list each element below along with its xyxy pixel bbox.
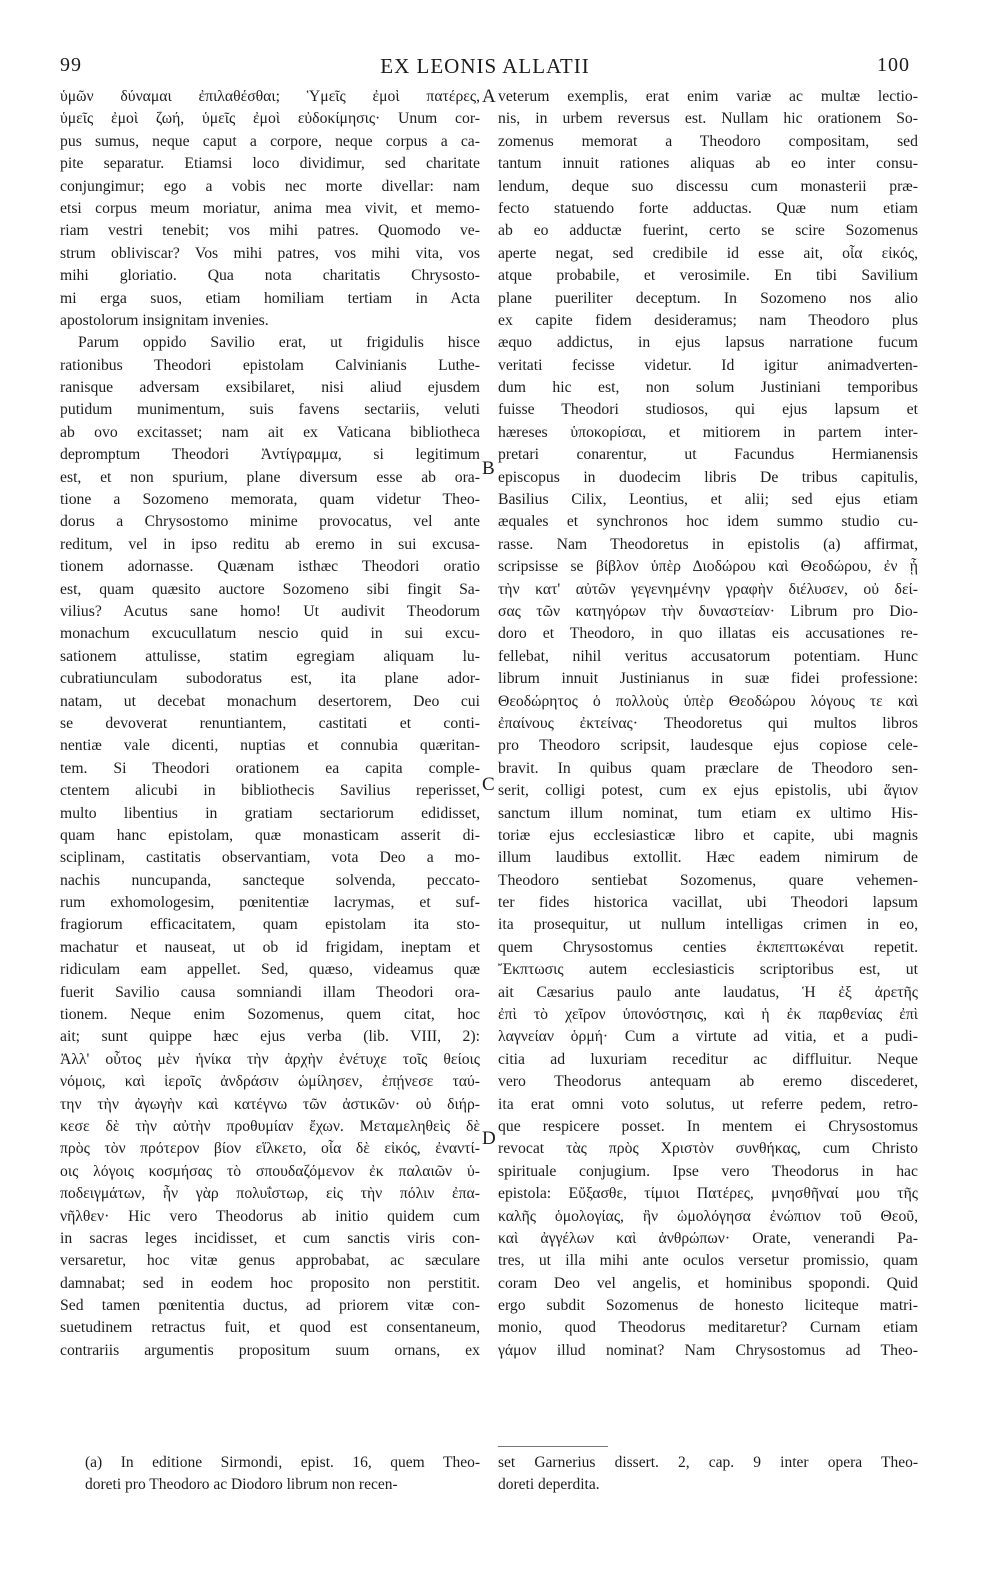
text-line: spirituale conjugium. Ipse vero Theodorus in hac — [498, 1162, 918, 1180]
text-line: mi erga suos, etiam homiliam tertiam in Acta — [60, 289, 480, 307]
text-line: etsi corpus meum moriatur, anima mea vivit, et memo- — [60, 199, 480, 217]
text-line: versaretur, hoc vitæ genus approbabat, ac sæculare — [60, 1252, 480, 1270]
text-line: πρὸς τὸν πρότερον βίον εἵλκετο, οἷα δὲ εἰκός, ἐναντί- — [60, 1140, 480, 1158]
text-line: damnabat; sed in eodem hoc proposito non perstitit. — [60, 1274, 480, 1292]
text-line: γάμον illud nominat? Nam Chrysostomus ad Theo- — [498, 1341, 918, 1359]
text-line: tres, ut illa mihi ante oculos versetur promissio, quam — [498, 1252, 918, 1270]
text-line: ab ovo excitasset; nam ait ex Vaticana bibliotheca — [60, 423, 480, 441]
text-line: reditum, vel in ipso reditu ab eremo in sui excusa- — [60, 535, 480, 553]
text-line: pus sumus, neque caput a corpore, neque corpus a ca- — [60, 132, 480, 150]
text-line: νόμοις, καὶ ἱεροῖς ἀνδράσιν ὡμίλησεν, ἐπῄνεσε ταύ- — [60, 1073, 480, 1091]
text-line: ita prosequitur, ut nullum intelligas crimen in eo, — [498, 916, 918, 934]
text-line: vero Theodorus antequam ab eremo discederet, — [498, 1073, 918, 1091]
text-line: vilius? Acutus sane homo! Ut audivit Theodorum — [60, 602, 480, 620]
text-line: ait Cæsarius paulo ante laudatus, Ἡ ἐξ ἀρετῆς — [498, 983, 918, 1001]
text-line: nachis nuncupanda, sancteque solvenda, peccato- — [60, 871, 480, 889]
text-line: ranisque adversam exsibilaret, nisi aliud ejusdem — [60, 379, 480, 397]
text-line: cubratiunculam subodoratus est, ita plane ador- — [60, 670, 480, 688]
text-line: multo libentius in gratiam sectariorum edidisset, — [60, 804, 480, 822]
text-line: monachum excucullatum nescio quid in sui excu- — [60, 625, 480, 643]
text-line: veterum exemplis, erat enim variæ ac multæ lectio- — [498, 88, 918, 105]
text-line: quam hanc epistolam, quæ monasticam asserit di- — [60, 826, 480, 844]
text-line: την τὴν ἀγωγὴν καὶ κατέγνω τῶν ἀστικῶν· οὐ διήρ- — [60, 1095, 480, 1113]
text-line: ex capite fidem desideramus; nam Theodoro plus — [498, 311, 918, 329]
text-line: ὑμῶν δύναμαι ἐπιλαθέσθαι; Ὑμεῖς ἐμοὶ πατέρες, — [60, 88, 480, 105]
page-number-left: 99 — [60, 54, 82, 76]
text-line: revocat τὰς πρὸς Χριστὸν συνθήκας, cum Christo — [498, 1140, 918, 1158]
page-number-right: 100 — [877, 54, 910, 76]
text-line: monio, quod Theodorus meditaretur? Curnam etiam — [498, 1319, 918, 1337]
text-line: zomenus memorat a Theodoro compositam, sed — [498, 132, 918, 150]
text-line: sationem attulisse, statim egregiam aliquam lu- — [60, 647, 480, 665]
text-line: Theodoro sentiebat Sozomenus, quare vehemen- — [498, 871, 918, 889]
text-line: ter fides historica vacillat, ubi Theodori lapsum — [498, 894, 918, 912]
text-line: Parum oppido Savilio erat, ut frigidulis hisce — [78, 334, 480, 352]
text-line: contrariis argumentis propositum suum ornans, ex — [60, 1341, 480, 1359]
running-title: EX LEONIS ALLATII — [380, 54, 590, 78]
text-line: Θεοδώρητος ὁ πολλοὺς ὑπὲρ Θεοδώρου λόγους τε καὶ — [498, 692, 918, 710]
text-line: pite separatur. Etiamsi loco dividimur, sed charitate — [60, 155, 480, 173]
text-line: se devoverat renuntiantem, castitati et conti- — [60, 714, 480, 732]
text-line: Ἔκπτωσις autem ecclesiasticis scriptoribus est, ut — [498, 961, 918, 979]
text-line: quem Chrysostomus centies ἐκπεπτωκέναι repetit. — [498, 938, 918, 956]
footnote-line: (a) In editione Sirmondi, epist. 16, quem Theo- — [85, 1454, 480, 1471]
text-line: depromptum Theodori Ἀντίγραμμα, si legitimum — [60, 446, 480, 464]
text-line: fuisse Theodori studiosos, qui ejus lapsum et — [498, 401, 918, 419]
margin-letter-c: C — [482, 774, 495, 795]
text-line: ridiculam eam appellet. Sed, quæso, videamus quæ — [60, 961, 480, 979]
text-line: veritati fecisse videtur. Id igitur animadverten- — [498, 356, 918, 374]
text-line: rationibus Theodori epistolam Calvinianis Luthe- — [60, 356, 480, 374]
text-line: tione a Sozomeno memorata, quam videtur Theo- — [60, 491, 480, 509]
text-line: Ἀλλ' οὗτος μὲν ἡνίκα τὴν ἀρχὴν ἐνέτυχε τοῖς θείοις — [60, 1050, 480, 1068]
text-line: Basilius Cilix, Leontius, et alii; sed ejus etiam — [498, 491, 918, 509]
text-line: tionem. Neque enim Sozomenus, quem citat, hoc — [60, 1006, 480, 1024]
text-line: aperte negat, sed credibile id esse ait, οἷα εἰκός, — [498, 244, 918, 262]
text-line: pretari conarentur, ut Facundus Hermianensis — [498, 446, 918, 464]
text-line: suetudinem retractus fuit, et quod est consentaneum, — [60, 1319, 480, 1337]
text-line: epistola: Εὔξασθε, τίμιοι Πατέρες, μνησθῆναί μου τῆς — [498, 1185, 918, 1203]
text-line: rum exhomologesim, pœnitentiæ lacrymas, et suf- — [60, 894, 480, 912]
text-line: putidum munimentum, suis favens sectariis, veluti — [60, 401, 480, 419]
text-line: citia ad luxuriam receditur ac diffluitur. Neque — [498, 1050, 918, 1068]
text-line: tionem adornasse. Quænam isthæc Theodori oratio — [60, 558, 480, 576]
text-line: machatur et nauseat, ut ob id frigidam, ineptam et — [60, 938, 480, 956]
footnote-right — [498, 1452, 918, 1497]
text-line: ergo subdit Sozomenus de honesto liciteque matri- — [498, 1297, 918, 1315]
text-line: λαγνείαν ὁρμή· Cum a virtute ad vitia, et a pudi- — [498, 1028, 918, 1046]
text-line: tantum innuit rationes aliquas ab eo inter consu- — [498, 155, 918, 173]
text-line: ait; sunt quippe hæc ejus verba (lib. VIII, 2): — [60, 1028, 480, 1046]
text-line: conjungimur; ego a vobis nec morte divellar: nam — [60, 177, 480, 195]
text-line: serit, colligi potest, cum ex ejus epistolis, ubi ἅγιον — [498, 782, 918, 800]
footnote-line: doreti deperdita. — [498, 1476, 600, 1494]
footnote-left — [85, 1452, 480, 1497]
text-line: σας τῶν κατηγόρων τὴν δυναστείαν· Librum pro Dio- — [498, 602, 918, 620]
text-line: nentiæ vale dicenti, nuptias et connubia quæritan- — [60, 737, 480, 755]
margin-letter-a: A — [482, 86, 496, 107]
text-line: fragiorum efficacitatem, quam epistolam ita sto- — [60, 916, 480, 934]
text-line: fuerit Savilio causa somniandi illam Theodori ora- — [60, 983, 480, 1001]
text-line: æquales et synchronos hoc idem summo studio cu- — [498, 513, 918, 531]
text-line: est, et non spurium, plane diversum esse ab ora- — [60, 468, 480, 486]
text-line: οις λόγοις κοσμήσας τὸ σπουδαζόμενον ἐκ παλαιῶν ὑ- — [60, 1162, 480, 1180]
text-line: ita erat omni voto solutus, ut referre pedem, retro- — [498, 1095, 918, 1113]
text-line: librum innuit Justinianus in suæ fidei professione: — [498, 670, 918, 688]
text-line: doro et Theodoro, in quo illatas eis accusationes re- — [498, 625, 918, 643]
text-line: nis, in urbem reversus est. Nullam hic orationem So- — [498, 110, 918, 128]
text-line: hæreses ὑποκορίσαι, et mitiorem in partem inter- — [498, 423, 918, 441]
text-line: scripsisse se βίβλον ὑπὲρ Διοδώρου καὶ Θεοδώρου, ἐν ᾗ — [498, 558, 918, 576]
text-line: ὑμεῖς ἐμοὶ ζωή, ὑμεῖς ἐμοὶ εὐδοκίμησις· Unum cor- — [60, 110, 480, 128]
text-line: τὴν κατ' αὐτῶν γεγενημένην γραφὴν διέλυσεν, οὐ δεί- — [498, 580, 918, 598]
text-line: fecto statuendo forte adductas. Quæ num etiam — [498, 199, 918, 217]
text-line: Sed tamen pœnitentia ductus, ad priorem vitæ con- — [60, 1297, 480, 1315]
text-line: ἐπὶ τὸ χεῖρον ὑπονόστησις, καὶ ἡ ἐκ παρθενίας ἐπὶ — [498, 1006, 918, 1024]
text-line: καλῆς ὁμολογίας, ἣν ὡμολόγησα ἐνώπιον τοῦ Θεοῦ, — [498, 1207, 918, 1225]
text-line: ἐπαίνους ἐκτείνας· Theodoretus qui multos libros — [498, 714, 918, 732]
running-header — [60, 50, 910, 84]
margin-letter-b: B — [482, 458, 495, 479]
text-line: strum obliviscar? Vos mihi patres, vos mihi vita, vos — [60, 244, 480, 262]
footnote-line: set Garnerius dissert. 2, cap. 9 inter opera Theo- — [498, 1454, 918, 1471]
text-line: καὶ ἀγγέλων καὶ ἀνθρώπων· Orate, venerandi Pa- — [498, 1229, 918, 1247]
text-line: νῆλθεν· Hic vero Theodorus ab initio quidem cum — [60, 1207, 480, 1225]
text-line: mihi gloriatio. Qua nota charitatis Chrysosto- — [60, 267, 480, 285]
footnote-line: doreti pro Theodoro ac Diodoro librum non recen- — [85, 1476, 398, 1494]
text-line: tem. Si Theodori orationem ea capita comple- — [60, 759, 480, 777]
footnote-divider — [498, 1446, 608, 1447]
text-line: dum hic est, non solum Justiniani temporibus — [498, 379, 918, 397]
right-column — [498, 86, 918, 1362]
text-line: coram Deo vel angelis, et hominibus spopondi. Quid — [498, 1274, 918, 1292]
text-line: lendum, deque suo discessu cum monasterii præ- — [498, 177, 918, 195]
text-line: ctentem alicubi in bibliothecis Savilius reperisset, — [60, 782, 480, 800]
text-line: rasse. Nam Theodoretus in epistolis (a) affirmat, — [498, 535, 918, 553]
text-line: plane pueriliter deceptum. In Sozomeno nos alio — [498, 289, 918, 307]
text-line: sanctum illum nominat, tum etiam ex ultimo His- — [498, 804, 918, 822]
text-line: pro Theodoro scripsit, laudesque ejus copiose cele- — [498, 737, 918, 755]
text-line: fellebat, nihil veritus accusatorum potentiam. Hunc — [498, 647, 918, 665]
left-column — [60, 86, 480, 1362]
text-line: riam vestri tenebit; vos mihi patres. Quomodo ve- — [60, 222, 480, 240]
text-line: apostolorum insignitam invenies. — [60, 311, 269, 329]
text-line: que respicere posset. In mentem ei Chrysostomus — [498, 1117, 918, 1135]
text-line: illum laudibus extollit. Hæc eadem nimirum de — [498, 849, 918, 867]
text-line: natam, ut decebat monachum desertorem, Deo cui — [60, 692, 480, 710]
text-line: in sacras leges incidisset, et cum sanctis viris con- — [60, 1229, 480, 1247]
text-line: ab eo adductæ fuerint, certo se scire Sozomenus — [498, 222, 918, 240]
text-line: dorus a Chrysostomo minime provocatus, vel ante — [60, 513, 480, 531]
text-line: toriæ ejus ecclesiasticæ libro et capite, ubi magnis — [498, 826, 918, 844]
text-line: est, quam quæsito auctore Sozomeno sibi fingit Sa- — [60, 580, 480, 598]
text-line: ποδειγμάτων, ἦν γὰρ πολυΐστωρ, εἰς τὴν πόλιν ἐπα- — [60, 1185, 480, 1203]
text-line: sciplinam, castitatis observantiam, vota Deo a mo- — [60, 849, 480, 867]
text-line: bravit. In quibus quam præclare de Theodoro sen- — [498, 759, 918, 777]
text-line: æquo addictus, in ejus lapsus narratione fucum — [498, 334, 918, 352]
text-line: episcopus in duodecim libris De tribus capitulis, — [498, 468, 918, 486]
margin-letter-d: D — [482, 1128, 496, 1149]
text-line: atque probabile, et verosimile. En tibi Savilium — [498, 267, 918, 285]
text-line: κεσε δὲ τὴν αὐτὴν προθυμίαν ἔχων. Μεταμεληθεὶς δὲ — [60, 1117, 480, 1135]
